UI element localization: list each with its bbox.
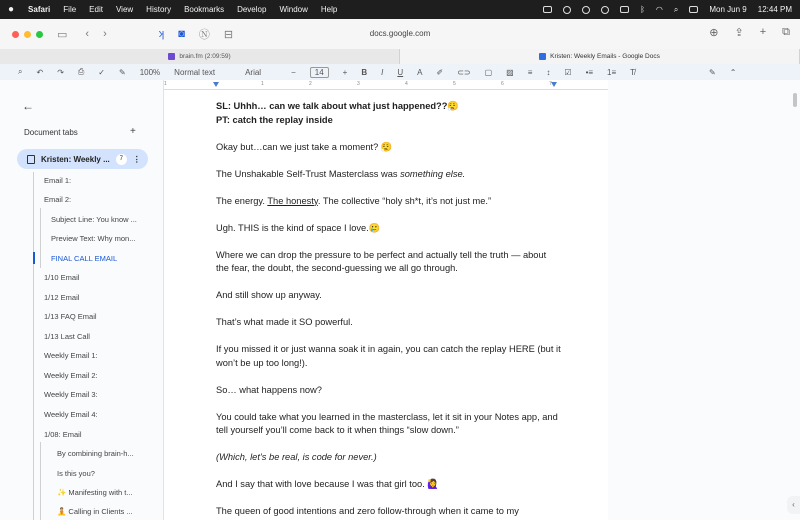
- ruler-label: 5: [453, 81, 456, 87]
- active-tab-label: Kristen: Weekly ...: [41, 154, 110, 164]
- outline-item-email-1[interactable]: Email 1:: [44, 176, 72, 185]
- document-body[interactable]: [216, 100, 561, 532]
- apple-menu-icon[interactable]: ●: [8, 4, 15, 15]
- spellcheck-icon[interactable]: ✓: [98, 67, 105, 77]
- document-tabs-sidebar: [0, 80, 164, 520]
- active-document-tab[interactable]: [17, 149, 148, 169]
- menu-history[interactable]: History: [146, 5, 172, 14]
- outline-item-subject-line[interactable]: Subject Line: You know ...: [51, 215, 137, 224]
- downloads-icon[interactable]: ⊕: [709, 27, 719, 39]
- outline-item-is-this-you[interactable]: Is this you?: [57, 469, 95, 478]
- link-icon[interactable]: ⊂⊃: [457, 67, 471, 77]
- zoom-window-button[interactable]: [36, 31, 43, 38]
- increase-size-icon[interactable]: +: [342, 67, 348, 77]
- outline-item-weekly-4[interactable]: Weekly Email 4:: [44, 410, 98, 419]
- tab-label: Kristen: Weekly Emails - Google Docs: [550, 53, 660, 60]
- bullets-icon[interactable]: •≡: [585, 67, 594, 77]
- right-indent-marker[interactable]: [551, 82, 557, 87]
- tab-count-badge: 7: [116, 154, 127, 165]
- numbered-list-icon[interactable]: 1≡: [607, 67, 617, 77]
- browser-toolbar: [0, 19, 800, 49]
- document-icon: [27, 155, 35, 164]
- notion-icon[interactable]: Ⓝ: [198, 29, 210, 41]
- page-margin-area: [608, 80, 800, 520]
- ruler-label: 2: [309, 81, 312, 87]
- extension-grey-icon[interactable]: ⊟: [223, 28, 234, 41]
- doc-paragraph: (Which, let’s be real, is code for never.): [216, 452, 377, 462]
- highlight-icon[interactable]: ✐: [436, 67, 444, 77]
- doc-paragraph: Ugh. THIS is the kind of space I love.🥲: [216, 222, 381, 233]
- add-tab-icon[interactable]: +: [130, 126, 136, 137]
- status-area: [543, 5, 792, 15]
- battery-icon[interactable]: [620, 6, 629, 13]
- search-menus-icon[interactable]: ⌕: [18, 67, 23, 76]
- more-options-icon[interactable]: ⋮: [132, 154, 141, 164]
- line-spacing-icon[interactable]: ↕: [546, 67, 551, 77]
- doc-italic-text: something else.: [400, 168, 466, 179]
- ruler-label: 1: [164, 81, 167, 87]
- outline-guide-line: [40, 442, 41, 520]
- extension-k-icon[interactable]: ʞ: [158, 28, 165, 40]
- left-indent-marker[interactable]: [213, 82, 219, 87]
- menu-bookmarks[interactable]: Bookmarks: [184, 5, 225, 14]
- outline-item-final-call[interactable]: FINAL CALL EMAIL: [51, 254, 118, 263]
- align-icon[interactable]: ≡: [527, 67, 533, 77]
- menu-view[interactable]: View: [115, 5, 134, 14]
- redo-icon[interactable]: ↷: [57, 67, 64, 77]
- zoom-select[interactable]: 100%: [139, 67, 161, 77]
- new-tab-icon[interactable]: +: [759, 26, 767, 38]
- outline-item-weekly-3[interactable]: Weekly Email 3:: [44, 390, 98, 399]
- menu-safari[interactable]: Safari: [28, 5, 51, 14]
- outline-item-manifesting[interactable]: ✨ Manifesting with t...: [57, 488, 133, 497]
- ruler-label: 3: [357, 81, 360, 87]
- control-center-icon[interactable]: [689, 6, 698, 13]
- bold-icon[interactable]: B: [361, 67, 368, 77]
- outline-item-weekly-2[interactable]: Weekly Email 2:: [44, 371, 98, 380]
- image-icon[interactable]: ▨: [506, 67, 514, 77]
- tab-google-docs[interactable]: [400, 49, 800, 64]
- outline-item-weekly-1[interactable]: Weekly Email 1:: [44, 351, 98, 360]
- ruler-label: 4: [405, 81, 408, 87]
- macos-menu-bar: [0, 0, 800, 19]
- checklist-icon[interactable]: ☑: [564, 67, 572, 77]
- collapse-toolbar-icon[interactable]: ⌃: [729, 67, 737, 77]
- tab-label: brain.fm (2:09:59): [179, 53, 231, 60]
- menu-time[interactable]: 12:44 PM: [757, 5, 792, 14]
- tab-bar: [0, 49, 800, 64]
- decrease-size-icon[interactable]: −: [291, 67, 296, 77]
- text-color-icon[interactable]: A: [417, 67, 423, 77]
- menu-date[interactable]: Mon Jun 9: [709, 5, 747, 14]
- play-icon[interactable]: [563, 6, 571, 14]
- back-icon[interactable]: ‹: [85, 28, 90, 40]
- outline-guide-line: [33, 172, 34, 520]
- ruler-label: 6: [501, 81, 504, 87]
- doc-subject-line: SL: Uhhh… can we talk about what just happened??😮‍💨: [216, 101, 459, 111]
- extension-blue-icon[interactable]: ◙: [178, 28, 185, 40]
- doc-preview-text: PT: catch the replay inside: [216, 114, 333, 125]
- menu-develop[interactable]: Develop: [237, 5, 267, 14]
- doc-paragraph: [216, 195, 561, 209]
- doc-paragraph: [216, 168, 561, 182]
- doc-paragraph: And still show up anyway.: [216, 290, 322, 300]
- brainfm-favicon-icon: [168, 53, 175, 60]
- print-icon[interactable]: ⎙: [77, 67, 85, 76]
- back-arrow-icon[interactable]: ←: [22, 99, 34, 113]
- menu-window[interactable]: Window: [279, 5, 308, 14]
- ruler: [164, 80, 608, 90]
- outline-item-1-08[interactable]: 1/08: Email: [44, 430, 82, 439]
- tab-overview-icon[interactable]: ⧉: [782, 26, 790, 38]
- outline-item-1-10[interactable]: 1/10 Email: [44, 273, 80, 282]
- search-icon[interactable]: ⌕: [673, 4, 679, 14]
- editing-mode-icon[interactable]: ✎: [709, 67, 716, 77]
- menu-file[interactable]: File: [63, 5, 77, 14]
- underline-icon[interactable]: U: [397, 67, 404, 77]
- doc-paragraph: So… what happens now?: [216, 384, 322, 395]
- toolbar-actions: [709, 26, 790, 39]
- tab-brainfm[interactable]: [0, 49, 400, 64]
- outline-item-preview-text[interactable]: Preview Text: Why mon...: [51, 234, 136, 243]
- share-icon[interactable]: ⇪: [734, 27, 744, 39]
- doc-paragraph: And I say that with love because I was that girl too. 🙋‍♀️: [216, 479, 439, 489]
- outline-item-1-12[interactable]: 1/12 Email: [44, 293, 80, 302]
- selected-indicator: [33, 252, 35, 264]
- bluetooth-icon[interactable]: ᛒ: [640, 5, 645, 14]
- doc-paragraph: If you missed it or just wanna soak it in again, you can catch the replay HERE (but it won’t be up too long!).: [216, 344, 561, 368]
- outline-item-1-13-last-call[interactable]: 1/13 Last Call: [44, 332, 90, 341]
- window-controls: [0, 26, 233, 42]
- style-select[interactable]: Normal text: [174, 67, 216, 77]
- italic-icon[interactable]: I: [381, 67, 384, 77]
- undo-icon[interactable]: ↶: [36, 67, 44, 77]
- sidebar-heading: Document tabs: [24, 128, 78, 137]
- outline-item-brain-h[interactable]: By combining brain-h...: [57, 449, 134, 458]
- sidebar-toggle-icon[interactable]: ▭: [57, 28, 68, 41]
- docs-favicon-icon: [539, 53, 546, 60]
- font-select[interactable]: Arial: [245, 67, 262, 77]
- forward-icon[interactable]: ›: [103, 28, 107, 40]
- paint-format-icon[interactable]: ✎: [119, 67, 126, 77]
- ruler-label: 1: [261, 81, 264, 87]
- outline-item-1-13-faq[interactable]: 1/13 FAQ Email: [44, 312, 97, 321]
- address-bar[interactable]: docs.google.com: [369, 29, 431, 38]
- menu-edit[interactable]: Edit: [89, 5, 103, 14]
- close-window-button[interactable]: [12, 31, 19, 38]
- status-icon[interactable]: [543, 6, 552, 13]
- doc-paragraph: That’s what made it SO powerful.: [216, 317, 353, 327]
- doc-text: The energy.: [216, 195, 268, 206]
- docs-format-toolbar: [0, 64, 800, 80]
- doc-paragraph: The queen of good intentions and zero follow-through when it came to my: [216, 506, 519, 516]
- scrollbar-thumb[interactable]: [793, 93, 797, 107]
- doc-paragraph: You could take what you learned in the masterclass, let it sit in your Notes app, and tell yourself you’ll come back to it when things “slow down.”: [216, 411, 558, 435]
- doc-paragraph: Where we can drop the pressure to be perfect and actually tell the truth — about the fear, the doubt, the second-guessing we all go through.: [216, 249, 547, 273]
- menu-help[interactable]: Help: [320, 5, 338, 14]
- font-size-field[interactable]: 14: [310, 67, 329, 78]
- wifi-icon[interactable]: ◠: [655, 5, 663, 14]
- timer-icon[interactable]: [582, 6, 590, 14]
- doc-text: The Unshakable Self-Trust Masterclass was: [216, 168, 401, 179]
- doc-paragraph: Okay but…can we just take a moment? 😮‍💨: [216, 141, 393, 152]
- outline-item-calling-clients[interactable]: 🧘 Calling in Clients ...: [57, 507, 133, 516]
- doc-underlined-text: The honesty: [267, 195, 318, 206]
- ruler-label: 7: [549, 81, 552, 87]
- comment-icon[interactable]: ▢: [484, 67, 493, 77]
- record-icon[interactable]: [601, 6, 609, 14]
- clear-format-icon[interactable]: T̸: [630, 67, 636, 77]
- doc-text: . The collective “holy sh*t, it’s not just me.”: [317, 195, 492, 206]
- outline-guide-line: [40, 208, 41, 268]
- minimize-window-button[interactable]: [24, 31, 31, 38]
- side-panel-toggle-icon[interactable]: ‹: [787, 496, 800, 514]
- outline-item-email-2[interactable]: Email 2:: [44, 195, 72, 204]
